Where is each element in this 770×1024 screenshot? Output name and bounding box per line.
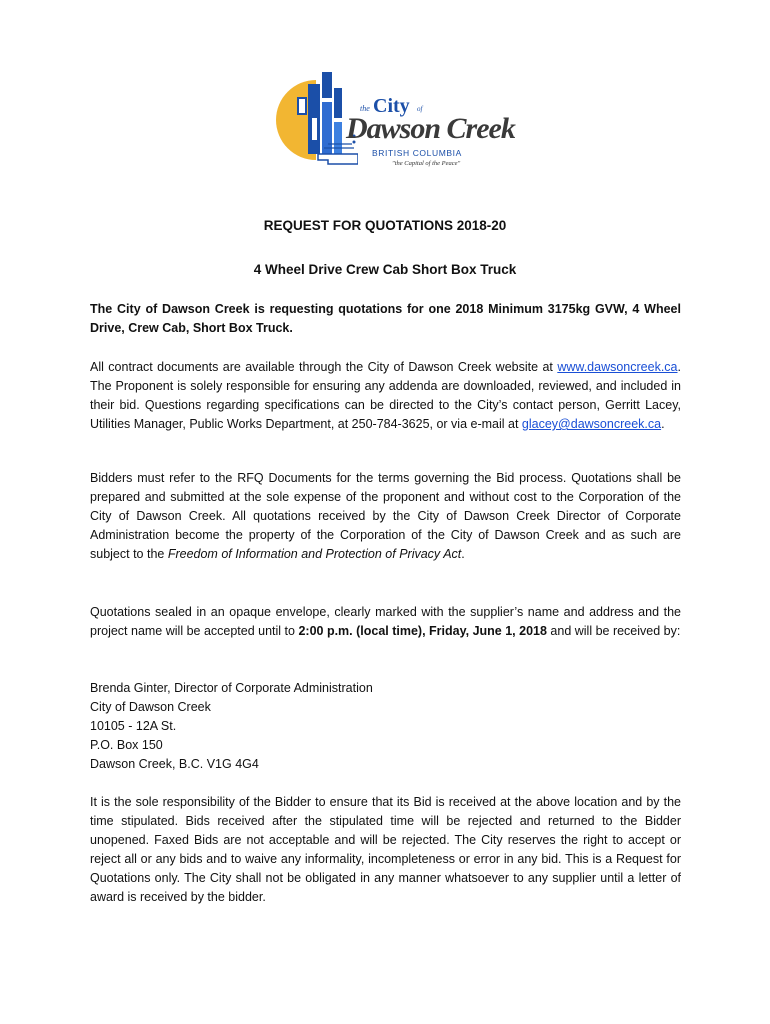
- intro-paragraph: The City of Dawson Creek is requesting quotations for one 2018 Minimum 3175kg GVW, 4 Wheel Drive, Crew Cab, Short Box Truck.: [90, 302, 681, 335]
- logo-city-text: City: [373, 95, 410, 117]
- document-subtitle: 4 Wheel Drive Crew Cab Short Box Truck: [253, 262, 517, 277]
- address-line-organization: City of Dawson Creek: [90, 700, 211, 714]
- logo-block-7: [312, 118, 317, 140]
- mailing-address: [90, 679, 681, 774]
- submission-paragraph: [90, 603, 681, 641]
- address-line-recipient: Brenda Ginter, Director of Corporate Administration: [90, 681, 373, 695]
- bidders-paragraph: [90, 469, 681, 564]
- logo-steps: [318, 154, 358, 164]
- address-line-po-box: P.O. Box 150: [90, 738, 163, 752]
- logo-block-5: [334, 122, 342, 154]
- documents-text-1: All contract documents are available through the City of Dawson Creek website at: [90, 360, 558, 374]
- documents-text-3: .: [661, 417, 665, 431]
- documents-text-2: . The Proponent is solely responsible for ensuring any addenda are downloaded, reviewed, and included in their bid. Questions regarding specifications can be directed to the City’s contact person, Gerritt Lacey, Utilities Manager, Public Works Department, at 250-784-3625, or via e-mail at: [90, 360, 681, 431]
- address-line-city: Dawson Creek, B.C. V1G 4G4: [90, 757, 259, 771]
- logo-of-text: of: [417, 105, 423, 113]
- logo-the-text: the: [360, 104, 370, 113]
- logo-city-name: Dawson Creek: [346, 112, 515, 145]
- bidders-text-2: .: [461, 547, 465, 561]
- document-title: REQUEST FOR QUOTATIONS 2018-20: [263, 218, 507, 233]
- email-link[interactable]: glacey@dawsoncreek.ca: [521, 417, 662, 431]
- logo-province: BRITISH COLUMBIA: [372, 148, 462, 158]
- logo-emblem-graphic: [268, 68, 358, 188]
- address-line-street: 10105 - 12A St.: [90, 719, 177, 733]
- logo-block-6: [298, 98, 306, 114]
- privacy-act-title: Freedom of Information and Protection of Privacy Act: [167, 547, 462, 561]
- submission-text-2: and will be received by:: [546, 624, 681, 638]
- bidders-text-1: Bidders must refer to the RFQ Documents for the terms governing the Bid process. Quotations shall be prepared and submitted at the sole expense of the proponent and without cost to the Corporation of the City of Dawson Creek. All quotations received by the City of Dawson Creek Director of Corporate Administration become the property of the Corporation of the City of Dawson Creek and as such are subject to the: [90, 471, 681, 561]
- city-logo: [268, 68, 518, 188]
- website-link[interactable]: www.dawsoncreek.ca: [557, 360, 678, 374]
- logo-block-3: [322, 102, 332, 154]
- logo-block-4: [334, 88, 342, 118]
- documents-paragraph: [90, 358, 681, 434]
- submission-deadline: 2:00 p.m. (local time), Friday, June 1, 2018: [298, 624, 547, 638]
- responsibility-paragraph: It is the sole responsibility of the Bidder to ensure that its Bid is received at the above location and by the time stipulated. Bids received after the stipulated time will be rejected and returned to the Bidder unopened. Faxed Bids are not acceptable and will be rejected. The City reserves the right to accept or reject all or any bids and to waive any informality, incompleteness or error in any bid. This is a Request for Quotations only. The City shall not be obligated in any manner whatsoever to any supplier until a letter of award is received by the bidder.: [90, 795, 681, 904]
- submission-text-1: Quotations sealed in an opaque envelope, clearly marked with the supplier’s name and address and the project name will be accepted until to: [90, 605, 681, 638]
- logo-block-2: [322, 72, 332, 98]
- logo-tagline: "the Capital of the Peace": [392, 160, 461, 167]
